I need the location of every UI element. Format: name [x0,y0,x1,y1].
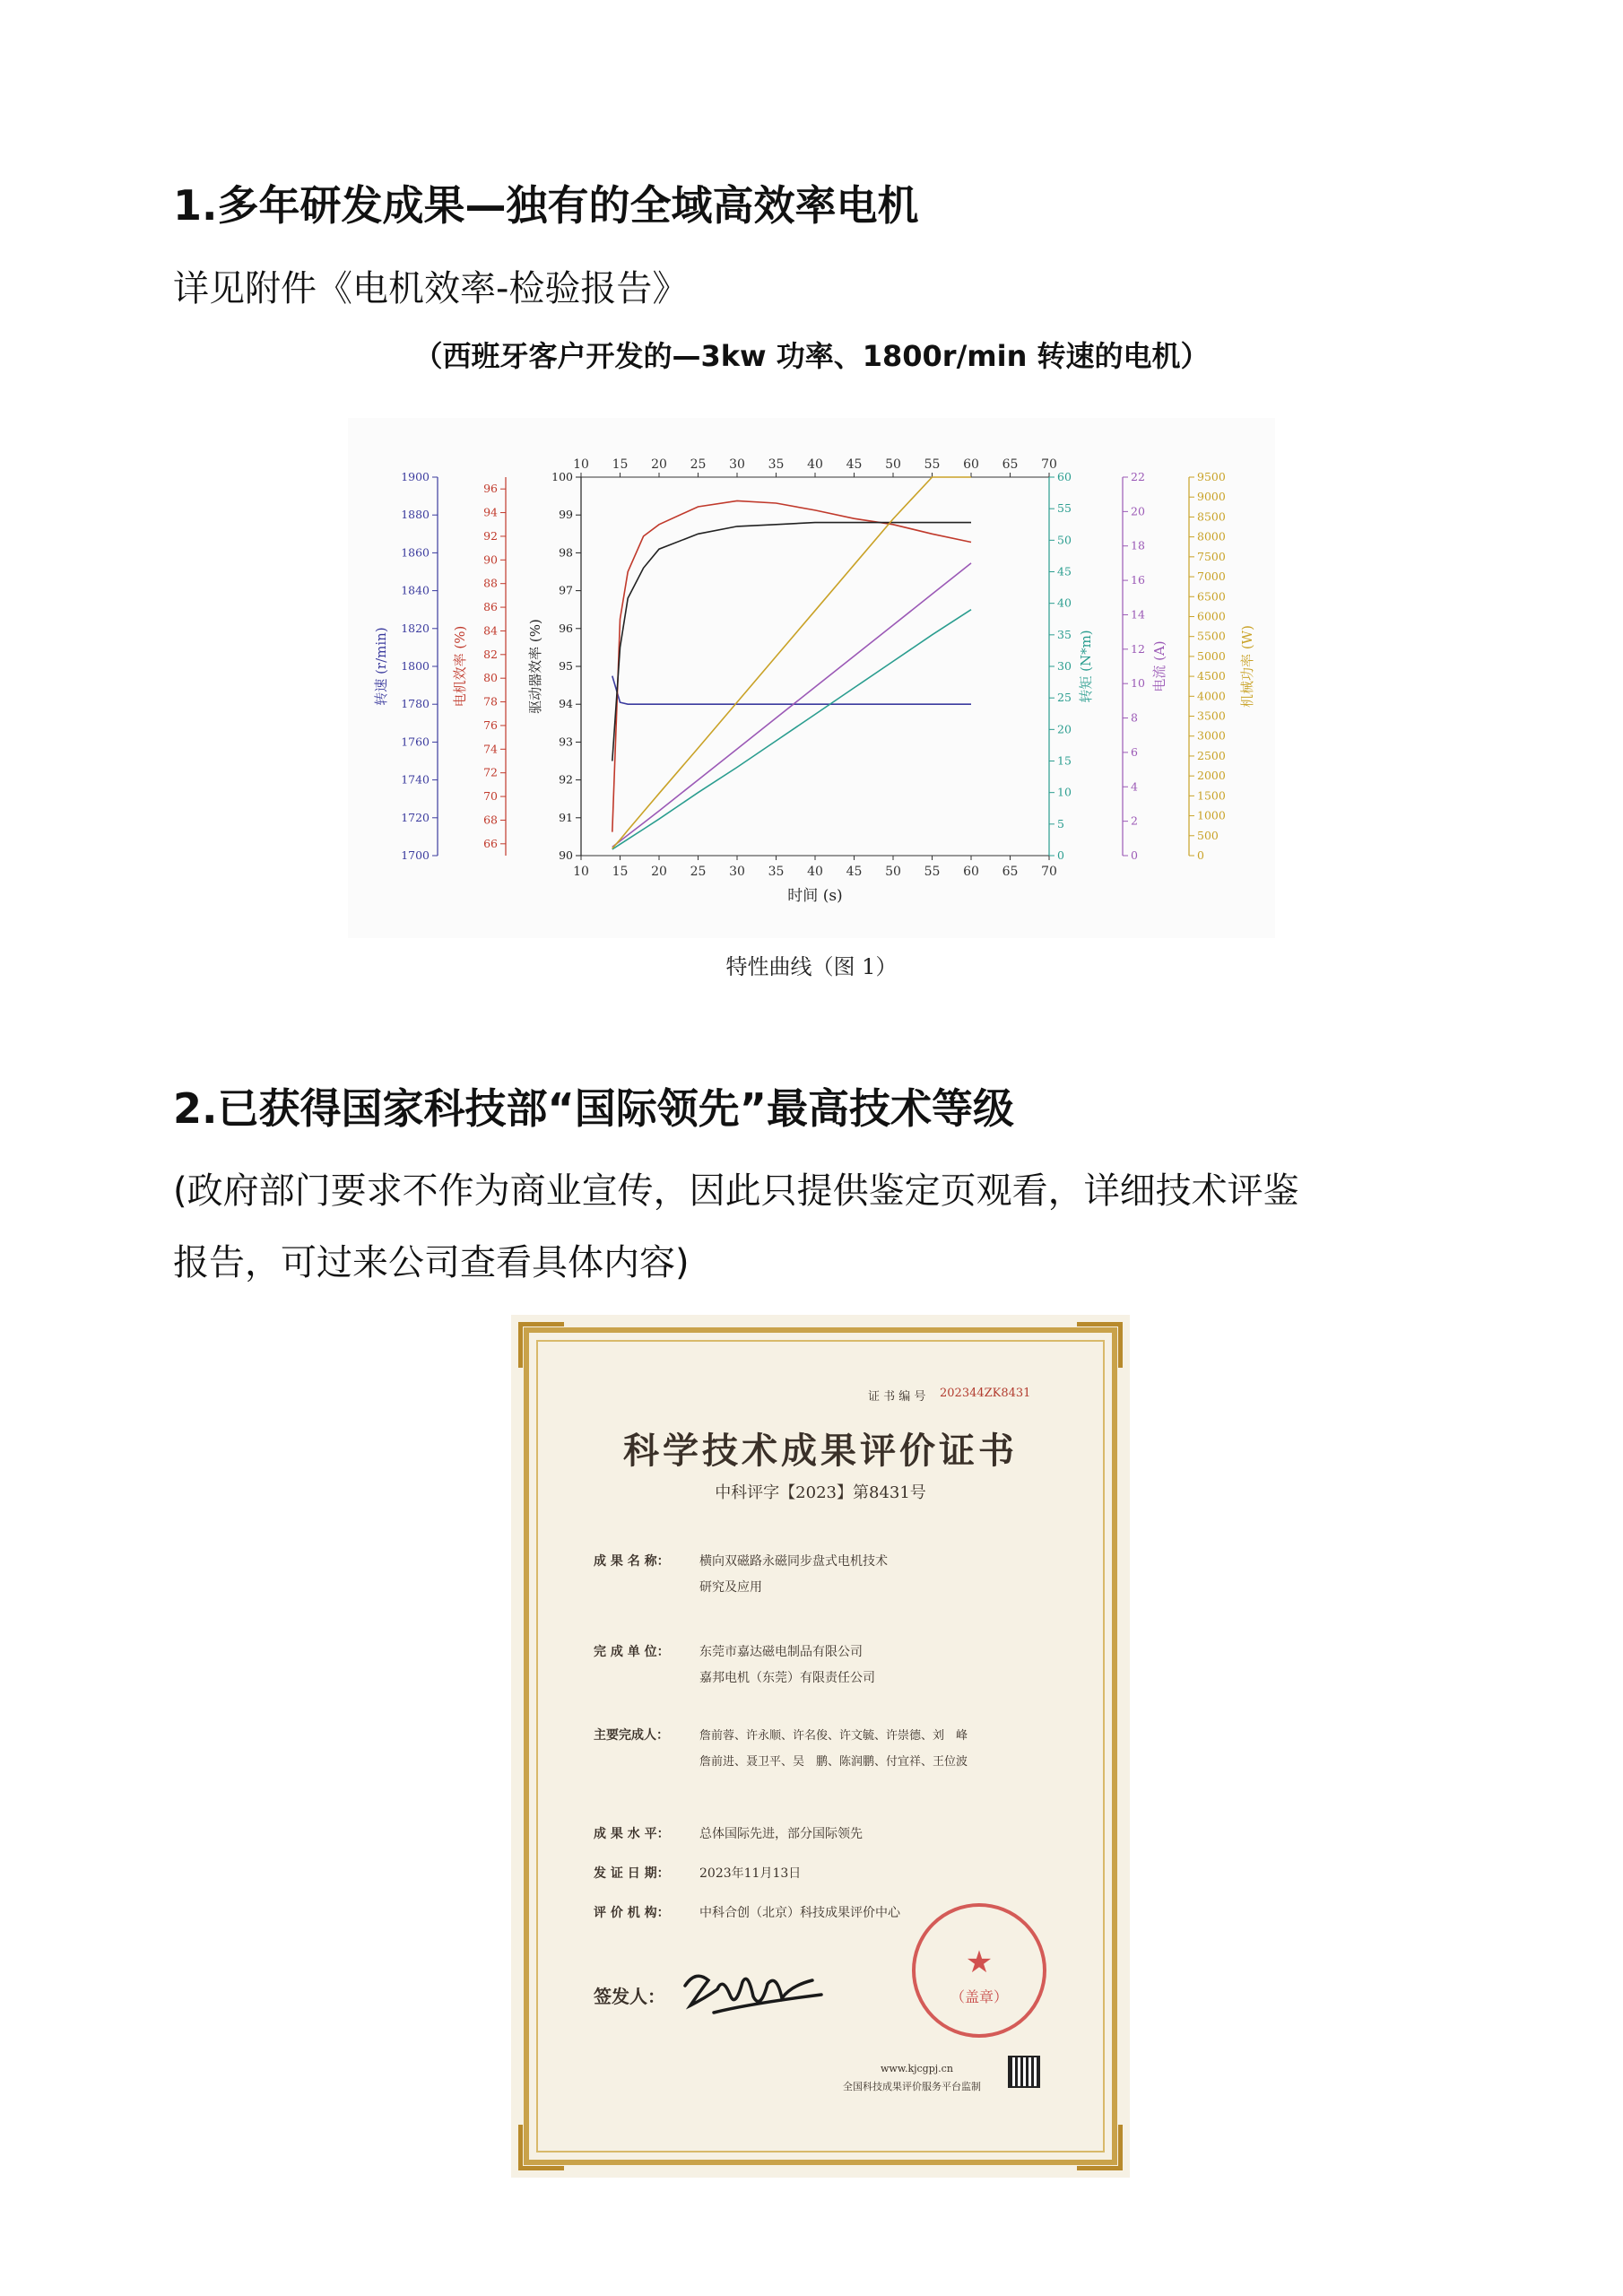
y-tick-label-motor_eff: 94 [483,505,498,519]
y-tick-label-driver_eff: 99 [559,508,573,522]
x-tick-label-top: 45 [846,457,863,472]
y-tick-label-current: 0 [1131,848,1138,862]
y-tick-label-current: 4 [1131,779,1138,794]
x-tick-label-top: 20 [651,457,667,472]
cert-row-value: 詹前进、聂卫平、吴 鹏、陈润鹏、付宜祥、王位波 [699,1755,968,1769]
y-tick-label-torque: 45 [1057,564,1072,578]
y-tick-label-motor_eff: 84 [483,623,498,638]
y-tick-label-power: 8500 [1197,509,1226,524]
y-tick-label-driver_eff: 100 [551,470,573,483]
x-tick-label-top: 30 [729,457,745,472]
y-axis-label-driver_eff: 驱动器效率 (%) [527,619,543,714]
y-tick-label-current: 14 [1131,607,1145,622]
x-tick-label: 65 [1002,865,1019,879]
cert-no: 202344ZK8431 [940,1387,1031,1400]
series-line-speed [612,676,971,705]
cert-footer: 全国科技成果评价服务平台监制 [843,2081,981,2092]
y-tick-label-driver_eff: 96 [559,621,573,635]
section2-para-line2: 报告，可过来公司查看具体内容) [173,1242,690,1283]
y-tick-label-driver_eff: 93 [559,735,573,749]
cert-ref: 中科评字【2023】第8431号 [715,1483,926,1502]
x-tick-label-top: 65 [1002,457,1019,472]
x-tick-label-top: 70 [1041,457,1057,472]
y-axis-label-speed: 转速 (r/min) [373,627,389,706]
series-line-current [612,563,971,848]
cert-row-label: 主要完成人： [594,1728,669,1743]
cert-row-label: 成 果 名 称： [594,1554,670,1569]
y-tick-label-power: 9500 [1197,470,1226,483]
x-tick-label: 55 [924,865,941,879]
y-tick-label-motor_eff: 66 [483,836,498,850]
y-tick-label-power: 500 [1197,828,1219,842]
y-tick-label-power: 5000 [1197,648,1226,663]
y-axis-label-power: 机械功率 (W) [1239,625,1255,708]
y-tick-label-driver_eff: 98 [559,545,573,560]
x-tick-label: 45 [846,865,863,879]
y-tick-label-speed: 1820 [401,621,430,635]
y-tick-label-torque: 55 [1057,501,1072,516]
y-tick-label-current: 6 [1131,744,1138,759]
y-tick-label-motor_eff: 74 [483,742,498,756]
y-tick-label-torque: 15 [1057,753,1072,768]
cert-row-value: 中科合创（北京）科技成果评价中心 [699,1906,900,1920]
cert-row-label: 成 果 水 平： [594,1827,670,1841]
y-axis-label-torque: 转矩 (N*m) [1078,630,1094,703]
y-tick-label-power: 9000 [1197,490,1226,504]
y-tick-label-speed: 1880 [401,508,430,522]
y-tick-label-speed: 1860 [401,545,430,560]
y-tick-label-speed: 1740 [401,772,430,787]
y-tick-label-current: 16 [1131,573,1145,587]
y-tick-label-motor_eff: 68 [483,813,498,827]
chart-svg [348,418,1275,938]
y-tick-label-motor_eff: 82 [483,647,498,661]
y-tick-label-power: 6000 [1197,609,1226,623]
y-tick-label-speed: 1800 [401,659,430,673]
corner-ornament-icon [518,2125,564,2170]
cert-row-label: 完 成 单 位： [594,1645,670,1659]
y-tick-label-power: 3000 [1197,728,1226,743]
x-tick-label-top: 40 [807,457,823,472]
y-tick-label-motor_eff: 78 [483,694,498,709]
cert-title: 科学技术成果评价证书 [623,1430,1018,1472]
y-tick-label-speed: 1700 [401,848,430,862]
y-tick-label-current: 8 [1131,710,1138,725]
cert-row-label: 发 证 日 期： [594,1866,670,1881]
cert-row-value: 研究及应用 [699,1580,762,1595]
y-tick-label-current: 10 [1131,676,1145,691]
section1-line: 详见附件《电机效率-检验报告》 [173,268,689,309]
red-seal-stamp [912,1903,1046,2038]
y-tick-label-motor_eff: 70 [483,789,498,804]
x-tick-label-top: 25 [690,457,707,472]
y-tick-label-speed: 1720 [401,810,430,824]
characteristic-chart [348,418,1275,938]
y-tick-label-current: 12 [1131,641,1145,656]
x-tick-label-top: 55 [924,457,941,472]
seal-text: （盖章） [950,1988,1008,2005]
corner-ornament-icon [1077,2125,1123,2170]
y-tick-label-torque: 25 [1057,691,1072,705]
x-tick-label: 20 [651,865,667,879]
y-tick-label-current: 18 [1131,538,1145,552]
y-tick-label-power: 2500 [1197,748,1226,762]
y-tick-label-torque: 20 [1057,722,1072,736]
y-tick-label-driver_eff: 90 [559,848,573,862]
y-tick-label-power: 1000 [1197,808,1226,822]
y-tick-label-motor_eff: 80 [483,671,498,685]
y-tick-label-motor_eff: 90 [483,552,498,567]
x-tick-label: 30 [729,865,745,879]
y-axis-label-current: 电流 (A) [1151,640,1167,692]
y-tick-label-torque: 35 [1057,627,1072,641]
cert-row-value: 东莞市嘉达磁电制品有限公司 [699,1645,863,1659]
y-tick-label-torque: 10 [1057,785,1072,799]
y-tick-label-torque: 50 [1057,533,1072,547]
x-tick-label: 10 [573,865,589,879]
x-tick-label: 60 [963,865,979,879]
cert-no-label: 证 书 编 号 [868,1390,926,1404]
x-axis-label: 时间 (s) [787,887,843,905]
y-tick-label-power: 0 [1197,848,1204,862]
y-tick-label-power: 7500 [1197,549,1226,563]
x-tick-label-top: 50 [885,457,901,472]
figure-caption: 特性曲线（图 1） [725,954,898,979]
y-tick-label-power: 1500 [1197,788,1226,803]
y-tick-label-power: 4500 [1197,669,1226,683]
y-tick-label-driver_eff: 91 [559,810,573,824]
series-line-motor_eff [612,500,971,831]
y-tick-label-power: 6500 [1197,589,1226,604]
y-tick-label-driver_eff: 97 [559,583,573,597]
y-tick-label-speed: 1760 [401,735,430,749]
x-tick-label-top: 15 [612,457,629,472]
x-tick-label: 25 [690,865,707,879]
x-tick-label: 40 [807,865,823,879]
y-axis-label-motor_eff: 电机效率 (%) [452,625,468,708]
y-tick-label-current: 2 [1131,813,1138,828]
y-tick-label-power: 4000 [1197,689,1226,703]
y-tick-label-motor_eff: 92 [483,528,498,543]
y-tick-label-torque: 5 [1057,816,1064,831]
y-tick-label-power: 8000 [1197,529,1226,544]
section2-para-line1: (政府部门要求不作为商业宣传，因此只提供鉴定页观看，详细技术评鉴 [173,1170,1299,1212]
cert-row-value: 总体国际先进，部分国际领先 [699,1827,863,1841]
y-tick-label-speed: 1780 [401,697,430,711]
y-tick-label-motor_eff: 72 [483,765,498,779]
cert-row-label: 评 价 机 构： [594,1906,670,1920]
x-tick-label: 35 [768,865,785,879]
series-line-torque [612,610,971,849]
cert-row-value: 2023年11月13日 [699,1866,802,1881]
cert-website: www.kjcgpj.cn [881,2063,953,2074]
section1-heading: 1.多年研发成果—独有的全域高效率电机 [173,181,919,230]
y-tick-label-driver_eff: 92 [559,772,573,787]
x-tick-label: 50 [885,865,901,879]
corner-ornament-icon [1077,1322,1123,1368]
y-tick-label-driver_eff: 95 [559,659,573,673]
y-tick-label-power: 7000 [1197,570,1226,584]
series-line-driver_eff [612,523,971,761]
y-tick-label-motor_eff: 76 [483,718,498,732]
y-tick-label-motor_eff: 86 [483,600,498,614]
series-line-power [612,477,971,848]
x-tick-label: 15 [612,865,629,879]
certificate-image [511,1315,1130,2178]
y-tick-label-torque: 60 [1057,470,1072,483]
y-tick-label-power: 5500 [1197,629,1226,643]
y-tick-label-motor_eff: 88 [483,576,498,590]
corner-ornament-icon [518,1322,564,1368]
y-tick-label-power: 2000 [1197,769,1226,783]
qr-code-icon [1008,2056,1040,2088]
y-tick-label-speed: 1840 [401,583,430,597]
cert-row-value: 横向双磁路永磁同步盘式电机技术 [699,1554,888,1569]
signature-icon [678,1959,830,2022]
plot-frame [581,477,1049,856]
star-icon: ★ [965,1944,994,1980]
y-tick-label-current: 22 [1131,470,1145,483]
y-tick-label-speed: 1900 [401,470,430,483]
y-tick-label-driver_eff: 94 [559,697,573,711]
x-tick-label-top: 10 [573,457,589,472]
y-tick-label-torque: 40 [1057,596,1072,610]
y-tick-label-motor_eff: 96 [483,482,498,496]
x-tick-label: 70 [1041,865,1057,879]
y-tick-label-torque: 0 [1057,848,1064,862]
cert-row-value: 嘉邦电机（东莞）有限责任公司 [699,1671,875,1685]
y-tick-label-torque: 30 [1057,659,1072,673]
x-tick-label-top: 60 [963,457,979,472]
cert-row-value: 詹前蓉、许永顺、许名俊、许文毓、许崇德、刘 峰 [699,1729,968,1743]
signer-label: 签发人： [594,1986,665,2007]
y-tick-label-power: 3500 [1197,709,1226,723]
section2-heading: 2.已获得国家科技部“国际领先”最高技术等级 [173,1084,1014,1133]
x-tick-label-top: 35 [768,457,785,472]
y-tick-label-current: 20 [1131,504,1145,518]
section1-subtitle: （西班牙客户开发的—3kw 功率、1800r/min 转速的电机） [413,339,1210,373]
